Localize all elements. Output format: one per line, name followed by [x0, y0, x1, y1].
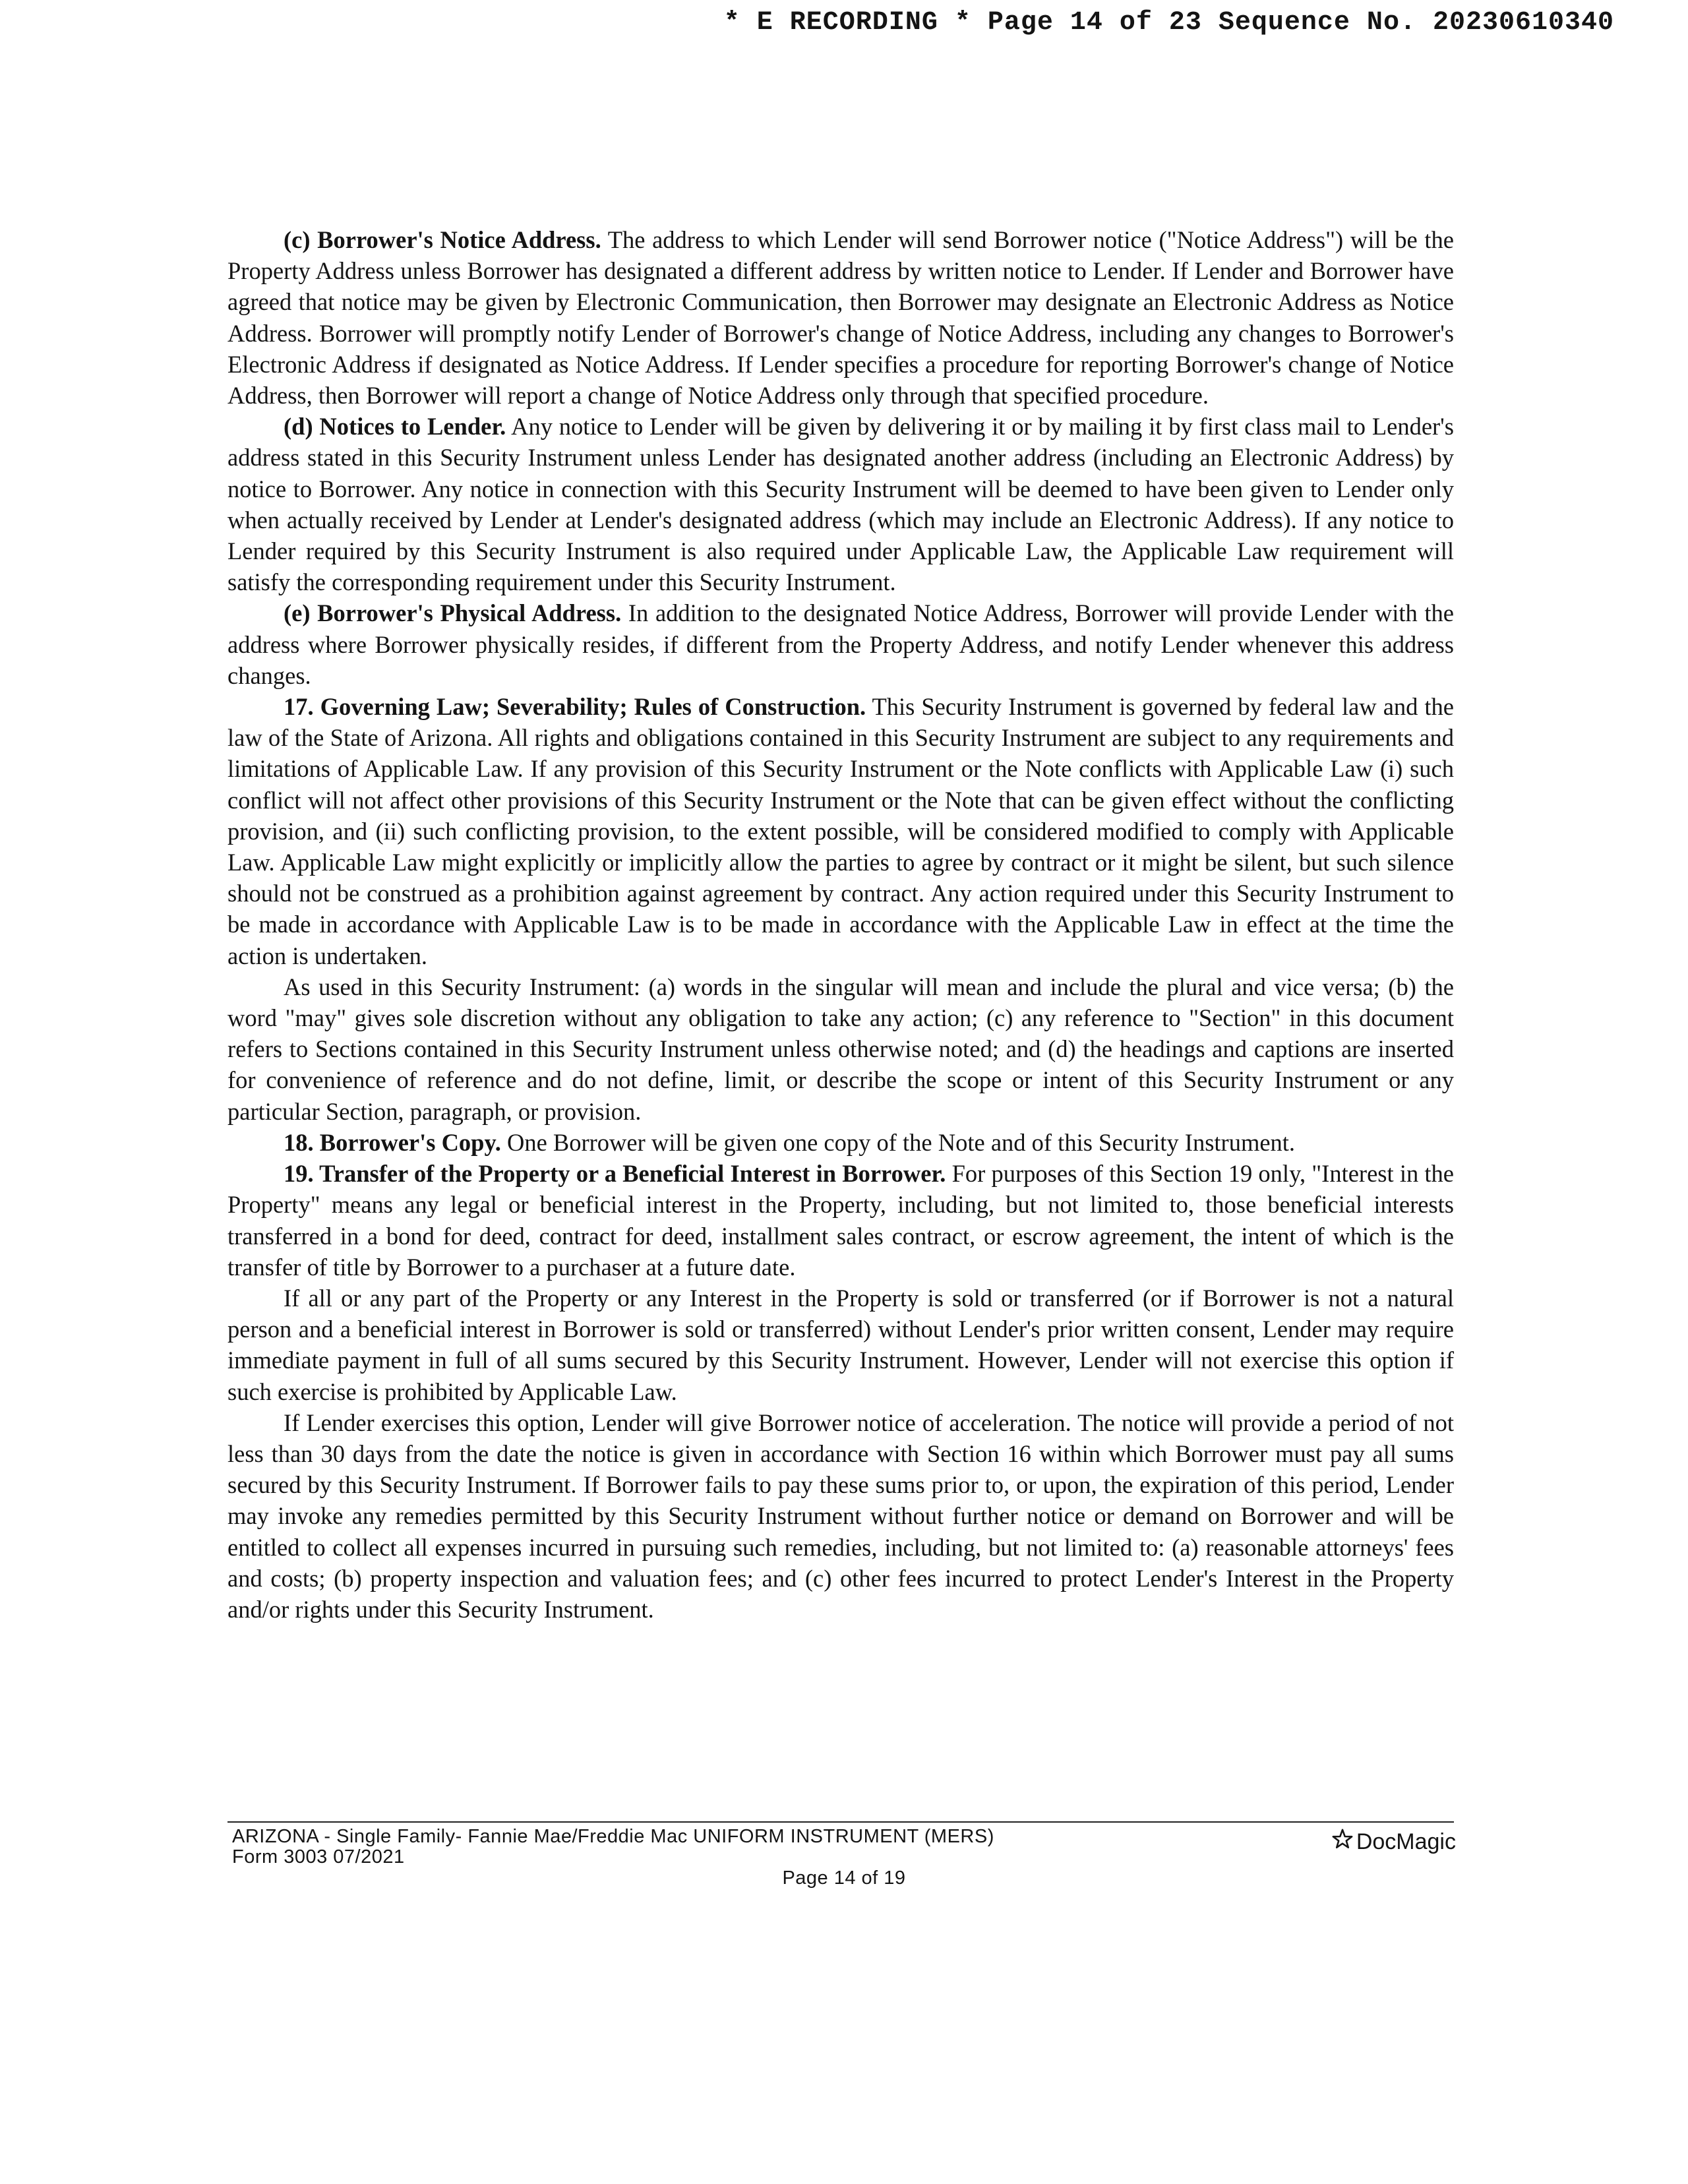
paragraph-acceleration-notice [227, 1407, 1454, 1625]
star-icon [1331, 1828, 1354, 1856]
heading-notices-to-lender: (d) Notices to Lender. [284, 413, 506, 440]
docmagic-logo [1331, 1828, 1456, 1856]
text-transfer-consent: If all or any part of the Property or any Interest in the Property is sold or transferred (or if Borrower is not a natural person and a beneficial interest in Borrower is sold or transferred) without Lender's prior written consent, Lender may require immediate payment in full of all sums secured by this Security Instrument. However, Lender will not exercise this option if such exercise is prohibited by Applicable Law. [227, 1284, 1454, 1405]
text-governing-law: This Security Instrument is governed by federal law and the law of the State of Arizona. All rights and obligations contained in this Security Instrument are subject to any requirements and limitations of Applicable Law. If any provision of this Security Instrument or the Note conflicts with Applicable Law (i) such conflict will not affect other provisions of this Security Instrument or the Note that can be given effect without the conflicting provision, and (ii) such conflicting provision, to the extent possible, will be considered modified to comply with Applicable Law. Applicable Law might explicitly or implicitly allow the parties to agree by contract or it might be silent, but such silence should not be construed as a prohibition against agreement by contract. Any action required under this Security Instrument to be made in accordance with Applicable Law is to be made in accordance with the Applicable Law in effect at the time the action is undertaken. [227, 693, 1454, 969]
footer-form-number: Form 3003 07/2021 [232, 1846, 405, 1867]
text-notice-address: The address to which Lender will send Borrower notice ("Notice Address") will be the Property Address unless Borrower has designated a different address by written notice to Lender. If Lender and Borrower have agreed that notice may be given by Electronic Communication, then Borrower may designate an Electronic Address as Notice Address. Borrower will promptly notify Lender of Borrower's change of Notice Address, including any changes to Borrower's Electronic Address if designated as Notice Address. If Lender specifies a procedure for reporting Borrower's change of Notice Address, then Borrower will report a change of Notice Address only through that specified procedure. [227, 226, 1454, 410]
text-acceleration-notice: If Lender exercises this option, Lender will give Borrower notice of acceleration. The notice will provide a period of not less than 30 days from the date the notice is given in accordance with Section 16 within which Borrower must pay all sums secured by this Security Instrument. If Borrower fails to pay these sums prior to, or upon, the expiration of this period, Lender may invoke any remedies permitted by this Security Instrument without further notice or demand on Borrower and will be entitled to collect all expenses incurred in pursuing such remedies, including, but not limited to: (a) reasonable attorneys' fees and costs; (b) property inspection and valuation fees; and (c) other fees incurred to protect Lender's Interest in the Property and/or rights under this Security Instrument. [227, 1409, 1454, 1623]
text-notices-to-lender: Any notice to Lender will be given by delivering it or by mailing it by first class mail to Lender's address stated in this Security Instrument unless Lender has designated another address (including an Electronic Address) by notice to Borrower. Any notice in connection with this Security Instrument will be deemed to have been given to Lender only when actually received by Lender at Lender's designated address (which may include an Electronic Address). If any notice to Lender required by this Security Instrument is also required under Applicable Law, the Applicable Law requirement will satisfy the corresponding requirement under this Security Instrument. [227, 413, 1454, 596]
recording-stamp: * E RECORDING * Page 14 of 23 Sequence No. 20230610340 [723, 8, 1614, 38]
paragraph-governing-law [227, 691, 1454, 971]
footer-form-title: ARIZONA - Single Family- Fannie Mae/Freddie Mac UNIFORM INSTRUMENT (MERS) [232, 1826, 994, 1847]
text-physical-address: In addition to the designated Notice Address, Borrower will provide Lender with the address where Borrower physically resides, if different from the Property Address, and notify Lender whenever this address changes. [227, 599, 1455, 689]
heading-transfer-of-property: 19. Transfer of the Property or a Beneficial Interest in Borrower. [284, 1160, 946, 1188]
heading-notice-address: (c) Borrower's Notice Address. [284, 226, 601, 253]
text-construction-rules: As used in this Security Instrument: (a) words in the singular will mean and include the plural and vice versa; (b) the word "may" gives sole discretion without any obligation to take any action; (c) any reference to "Section" in this document refers to Sections contained in this Security Instrument unless otherwise noted; and (d) the headings and captions are inserted for convenience of reference and do not define, limit, or describe the scope or intent of this Security Instrument or any particular Section, paragraph, or provision. [227, 973, 1454, 1125]
paragraph-borrowers-copy [227, 1127, 1454, 1158]
footer-divider [227, 1821, 1454, 1823]
heading-borrowers-copy: 18. Borrower's Copy. [284, 1128, 501, 1156]
text-transfer-of-property: For purposes of this Section 19 only, "Interest in the Property" means any legal or beneficial interest in the Property, including, but not limited to, those beneficial interests transferred in a bond for deed, contract for deed, installment sales contract, or escrow agreement, the intent of which is the transfer of title by Borrower to a purchaser at a future date. [227, 1160, 1455, 1281]
paragraph-transfer-consent [227, 1283, 1454, 1407]
text-borrowers-copy: One Borrower will be given one copy of the Note and of this Security Instrument. [506, 1128, 1296, 1156]
paragraph-construction-rules [227, 971, 1454, 1127]
docmagic-brand-text: DocMagic [1356, 1829, 1456, 1854]
heading-governing-law: 17. Governing Law; Severability; Rules of Construction. [284, 693, 866, 721]
paragraph-transfer-of-property [227, 1158, 1454, 1283]
paragraph-physical-address [227, 597, 1454, 691]
document-body [227, 224, 1454, 1625]
footer-form-info [232, 1827, 994, 1867]
paragraph-notices-to-lender [227, 411, 1454, 597]
page-number: Page 14 of 19 [782, 1867, 906, 1889]
heading-physical-address: (e) Borrower's Physical Address. [284, 599, 622, 627]
paragraph-notice-address [227, 224, 1454, 411]
